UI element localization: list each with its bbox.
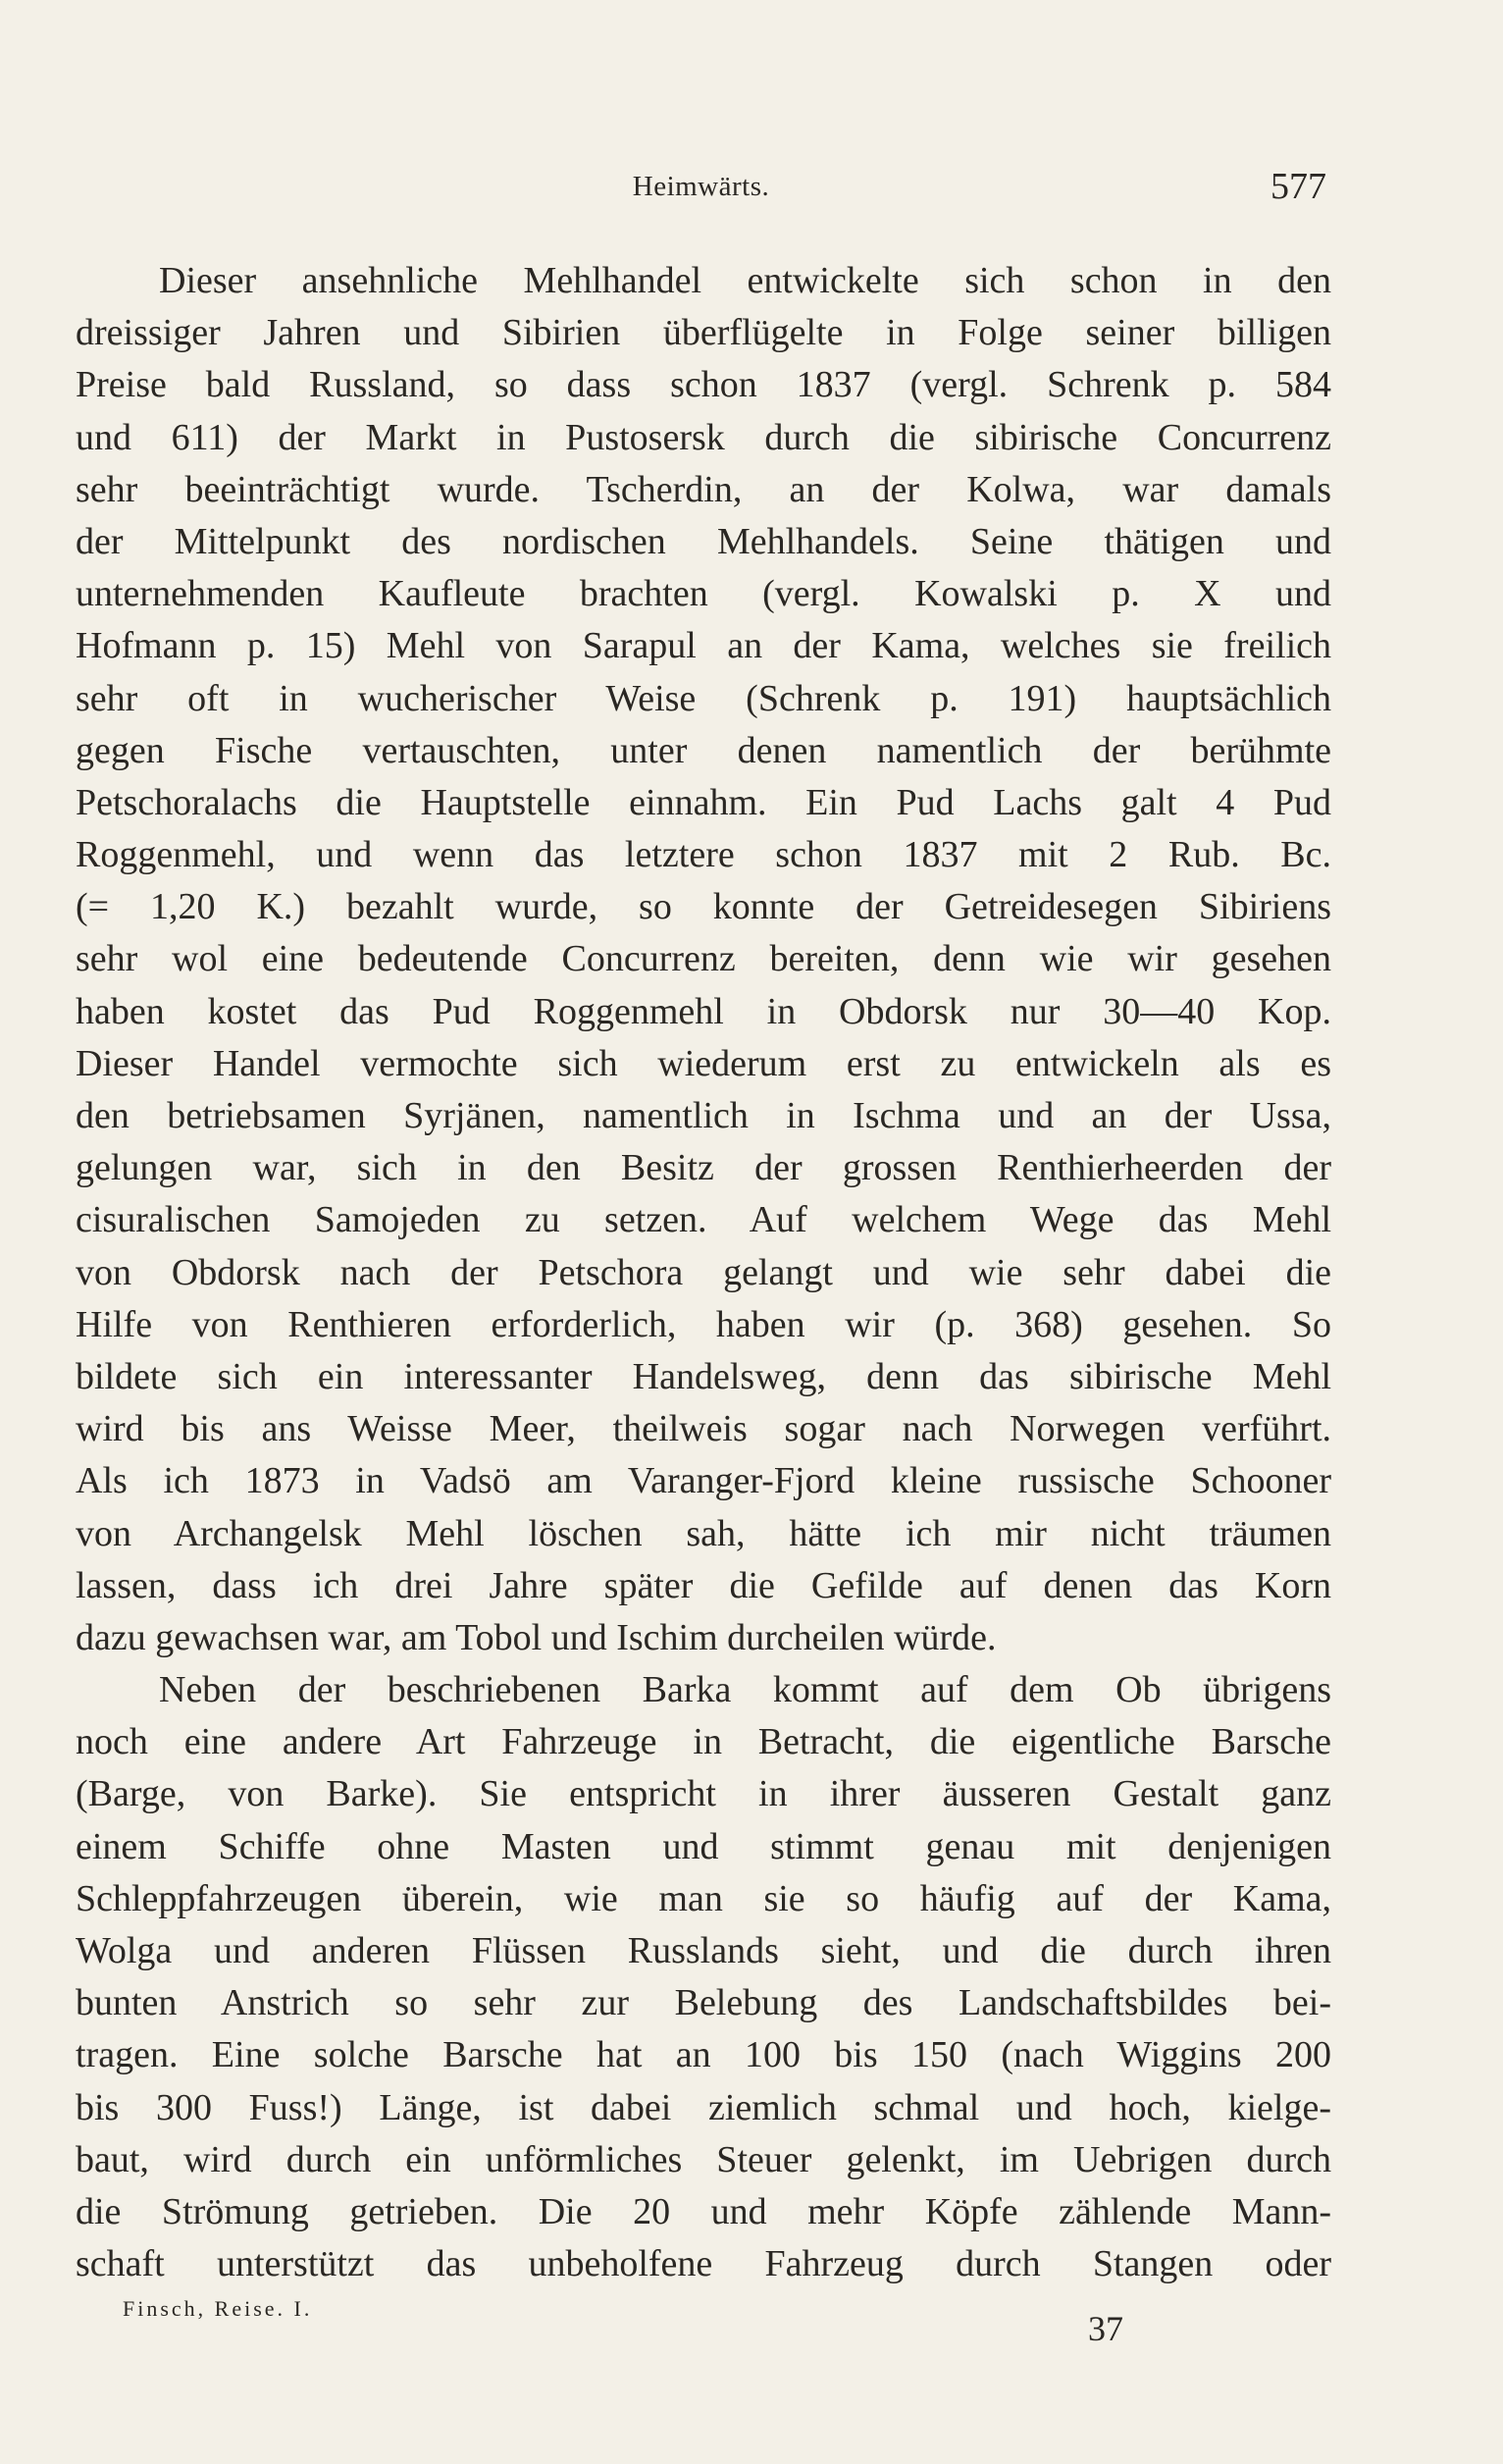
text-line: Hofmann p. 15) Mehl von Sarapul an der Kama, welches sie freilich: [76, 625, 1331, 667]
text-line: bis 300 Fuss!) Länge, ist dabei ziemlich schmal und hoch, kielge-: [76, 2086, 1331, 2128]
printer-signature: Finsch, Reise. I.: [123, 2296, 313, 2321]
paragraph: [76, 1664, 1331, 2290]
text-line: und 611) der Markt in Pustosersk durch die sibirische Concurrenz: [76, 416, 1331, 458]
text-line: unternehmenden Kaufleute brachten (vergl. Kowalski p. X und: [76, 573, 1331, 615]
text-line: haben kostet das Pud Roggenmehl in Obdorsk nur 30—40 Kop.: [76, 990, 1331, 1032]
text-line: der Mittelpunkt des nordischen Mehlhandels. Seine thätigen und: [76, 520, 1331, 562]
text-line: dreissiger Jahren und Sibirien überflügelte in Folge seiner billigen: [76, 312, 1331, 354]
text-line: gelungen war, sich in den Besitz der grossen Renthierheerden der: [76, 1147, 1331, 1189]
text-line: sehr beeinträchtigt wurde. Tscherdin, an der Kolwa, war damals: [76, 468, 1331, 510]
text-line: die Strömung getrieben. Die 20 und mehr Köpfe zählende Mann-: [76, 2190, 1331, 2232]
text-line: von Archangelsk Mehl löschen sah, hätte ich mir nicht träumen: [76, 1512, 1331, 1554]
text-line: Schleppfahrzeugen überein, wie man sie so häufig auf der Kama,: [76, 1877, 1331, 1919]
text-line: baut, wird durch ein unförmliches Steuer gelenkt, im Uebrigen durch: [76, 2138, 1331, 2180]
text-line: tragen. Eine solche Barsche hat an 100 bis 150 (nach Wiggins 200: [76, 2034, 1331, 2076]
text-line: schaft unterstützt das unbeholfene Fahrzeug durch Stangen oder: [76, 2243, 1331, 2285]
text-line: Dieser ansehnliche Mehlhandel entwickelte sich schon in den: [159, 260, 1331, 301]
paragraph: [76, 255, 1331, 1664]
text-line: noch eine andere Art Fahrzeuge in Betracht, die eigentliche Barsche: [76, 1721, 1331, 1763]
text-line: (Barge, von Barke). Sie entspricht in ihrer äusseren Gestalt ganz: [76, 1773, 1331, 1815]
body-text: [76, 255, 1331, 2290]
text-line: Petschoralachs die Hauptstelle einnahm. Ein Pud Lachs galt 4 Pud: [76, 781, 1331, 823]
sheet-number: 37: [1088, 2309, 1123, 2348]
text-line: lassen, dass ich drei Jahre später die Gefilde auf denen das Korn: [76, 1564, 1331, 1606]
text-line: den betriebsamen Syrjänen, namentlich in Ischma und an der Ussa,: [76, 1095, 1331, 1136]
text-line: Roggenmehl, und wenn das letztere schon 1837 mit 2 Rub. Bc.: [76, 834, 1331, 876]
text-line: Preise bald Russland, so dass schon 1837 (vergl. Schrenk p. 584: [76, 364, 1331, 406]
text-line: bunten Anstrich so sehr zur Belebung des Landschaftsbildes bei-: [76, 1982, 1331, 2024]
text-line: gegen Fische vertauschten, unter denen namentlich der berühmte: [76, 729, 1331, 771]
text-line: Wolga und anderen Flüssen Russlands sieht, und die durch ihren: [76, 1930, 1331, 1971]
running-head: [76, 165, 1326, 214]
page-number: 577: [1270, 166, 1326, 207]
text-line: wird bis ans Weisse Meer, theilweis sogar nach Norwegen verführt.: [76, 1408, 1331, 1450]
text-line: sehr oft in wucherischer Weise (Schrenk p. 191) hauptsächlich: [76, 677, 1331, 719]
text-line: Neben der beschriebenen Barka kommt auf dem Ob übrigens: [159, 1669, 1331, 1711]
text-line: (= 1,20 K.) bezahlt wurde, so konnte der Getreidesegen Sibiriens: [76, 886, 1331, 928]
text-line: Hilfe von Renthieren erforderlich, haben wir (p. 368) gesehen. So: [76, 1303, 1331, 1345]
text-line: cisuralischen Samojeden zu setzen. Auf welchem Wege das Mehl: [76, 1199, 1331, 1241]
page-footer: [123, 2296, 1123, 2355]
text-line: Dieser Handel vermochte sich wiederum erst zu entwickeln als es: [76, 1042, 1331, 1084]
running-title: Heimwärts.: [632, 171, 770, 202]
text-line: einem Schiffe ohne Masten und stimmt genau mit denjenigen: [76, 1825, 1331, 1867]
text-line: bildete sich ein interessanter Handelsweg, denn das sibirische Mehl: [76, 1355, 1331, 1397]
text-line: Als ich 1873 in Vadsö am Varanger-Fjord kleine russische Schooner: [76, 1460, 1331, 1502]
text-line: dazu gewachsen war, am Tobol und Ischim durcheilen würde.: [76, 1616, 997, 1658]
text-line: sehr wol eine bedeutende Concurrenz bereiten, denn wie wir gesehen: [76, 938, 1331, 980]
text-line: von Obdorsk nach der Petschora gelangt und wie sehr dabei die: [76, 1251, 1331, 1293]
